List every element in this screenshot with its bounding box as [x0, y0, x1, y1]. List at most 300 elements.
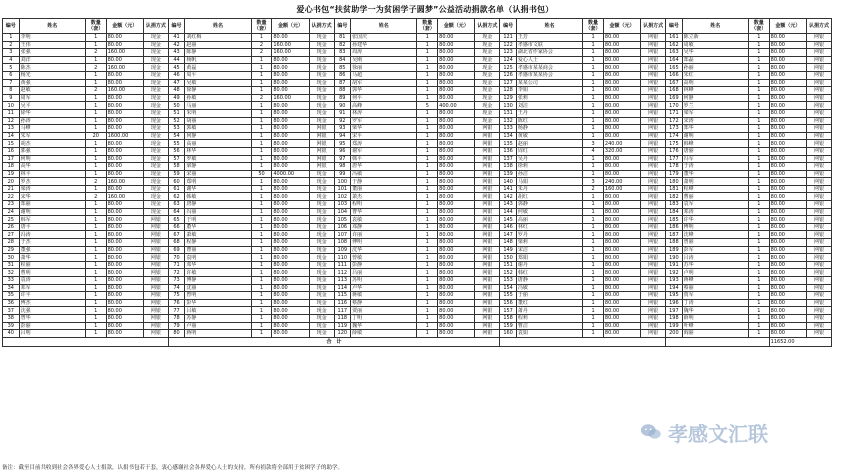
- donor-name: 蒋明: [185, 330, 251, 338]
- quantity: 1: [748, 239, 769, 247]
- table-row: [3, 117, 832, 125]
- payment-method: 网银: [475, 307, 500, 315]
- entry-number: 51: [168, 109, 185, 117]
- quantity: 1: [748, 79, 769, 87]
- quantity: 1: [583, 201, 604, 209]
- entry-number: 12: [3, 117, 20, 125]
- column-header: 数量（套）: [85, 19, 106, 34]
- donor-name: 邓涛: [682, 208, 748, 216]
- payment-method: 网银: [309, 147, 334, 155]
- entry-number: 71: [168, 261, 185, 269]
- quantity: 1: [417, 34, 438, 42]
- payment-method: 网银: [641, 330, 666, 338]
- table-body: [3, 34, 832, 338]
- amount: 80.00: [769, 64, 806, 72]
- quantity: 1: [748, 163, 769, 171]
- quantity: 1: [417, 322, 438, 330]
- amount: 80.00: [603, 231, 640, 239]
- entry-number: 173: [666, 125, 683, 133]
- quantity: 1: [417, 79, 438, 87]
- amount: 80.00: [272, 246, 309, 254]
- payment-method: 网银: [641, 132, 666, 140]
- quantity: 1: [417, 49, 438, 57]
- table-row: [3, 299, 832, 307]
- entry-number: 146: [500, 223, 517, 231]
- donor-name: 梁涛: [19, 185, 85, 193]
- entry-number: 125: [500, 64, 517, 72]
- entry-number: 133: [500, 125, 517, 133]
- total-row: [3, 337, 832, 346]
- table-row: [3, 322, 832, 330]
- payment-method: 网银: [806, 299, 831, 307]
- entry-number: 200: [666, 330, 683, 338]
- donor-name: 张国庆: [351, 34, 417, 42]
- amount: 80.00: [769, 56, 806, 64]
- entry-number: 191: [666, 261, 683, 269]
- entry-number: 145: [500, 216, 517, 224]
- quantity: 1: [583, 49, 604, 57]
- donor-name: 曾华: [19, 314, 85, 322]
- quantity: 50: [251, 170, 272, 178]
- entry-number: 25: [3, 216, 20, 224]
- quantity: 1: [251, 155, 272, 163]
- entry-number: 183: [666, 201, 683, 209]
- quantity: 1: [583, 277, 604, 285]
- entry-number: 8: [3, 87, 20, 95]
- donor-name: 冯敏: [351, 170, 417, 178]
- entry-number: 47: [168, 79, 185, 87]
- amount: 80.00: [603, 284, 640, 292]
- payment-method: 现金: [309, 102, 334, 110]
- payment-method: 现金: [309, 178, 334, 186]
- quantity: 1: [748, 147, 769, 155]
- amount: 80.00: [106, 299, 143, 307]
- donor-name: 于静: [351, 178, 417, 186]
- donor-name: 赵丽: [185, 41, 251, 49]
- entry-number: 62: [168, 193, 185, 201]
- quantity: 1: [251, 284, 272, 292]
- column-header: 数量（套）: [251, 19, 272, 34]
- donor-name: 梁军: [682, 109, 748, 117]
- amount: 80.00: [603, 163, 640, 171]
- quantity: 1: [748, 117, 769, 125]
- quantity: 1: [748, 71, 769, 79]
- payment-method: 现金: [475, 79, 500, 87]
- quantity: 1: [583, 56, 604, 64]
- entry-number: 180: [666, 178, 683, 186]
- entry-number: 152: [500, 269, 517, 277]
- quantity: 1: [85, 254, 106, 262]
- watermark-text: 孝感文汇联: [668, 421, 768, 446]
- payment-method: 网银: [641, 49, 666, 57]
- amount: 80.00: [106, 239, 143, 247]
- donor-name: 于杰: [19, 239, 85, 247]
- payment-method: 网银: [806, 261, 831, 269]
- amount: 80.00: [106, 79, 143, 87]
- donor-name: 梁静: [185, 163, 251, 171]
- column-header: 金额（元）: [438, 19, 475, 34]
- amount: 80.00: [769, 155, 806, 163]
- amount: 80.00: [603, 71, 640, 79]
- payment-method: 网银: [641, 94, 666, 102]
- donor-name: 梁莉: [516, 239, 582, 247]
- quantity: 1: [251, 125, 272, 133]
- table-row: [3, 178, 832, 186]
- payment-method: 网银: [806, 201, 831, 209]
- donor-name: 曹丽: [185, 246, 251, 254]
- quantity: 1: [748, 94, 769, 102]
- amount: 80.00: [272, 314, 309, 322]
- donor-name: 王丹: [516, 109, 582, 117]
- payment-method: 现金: [143, 155, 168, 163]
- quantity: 3: [583, 178, 604, 186]
- quantity: 1: [85, 223, 106, 231]
- payment-method: 现金: [475, 41, 500, 49]
- payment-method: 现金: [309, 193, 334, 201]
- amount: 80.00: [106, 330, 143, 338]
- quantity: 1: [417, 125, 438, 133]
- amount: 80.00: [438, 246, 475, 254]
- donor-name: 周平: [185, 71, 251, 79]
- entry-number: 175: [666, 140, 683, 148]
- payment-method: 现金: [309, 223, 334, 231]
- payment-method: 现金: [475, 49, 500, 57]
- quantity: 2: [251, 49, 272, 57]
- payment-method: 现金: [143, 170, 168, 178]
- quantity: 1: [748, 201, 769, 209]
- entry-number: 150: [500, 254, 517, 262]
- quantity: 2: [251, 41, 272, 49]
- quantity: 1: [748, 261, 769, 269]
- entry-number: 115: [334, 292, 351, 300]
- entry-number: 176: [666, 147, 683, 155]
- amount: 80.00: [438, 330, 475, 338]
- donor-name: 谢军: [351, 147, 417, 155]
- quantity: 1: [417, 246, 438, 254]
- amount: 80.00: [603, 261, 640, 269]
- quantity: 1: [85, 79, 106, 87]
- entry-number: 119: [334, 322, 351, 330]
- payment-method: 现金: [475, 109, 500, 117]
- amount: 80.00: [438, 223, 475, 231]
- amount: 80.00: [106, 125, 143, 133]
- amount: 80.00: [603, 41, 640, 49]
- donor-name: 程峰: [682, 185, 748, 193]
- quantity: 1: [251, 185, 272, 193]
- donor-name: 曾丽: [682, 239, 748, 247]
- payment-method: 现金: [309, 261, 334, 269]
- amount: 80.00: [106, 223, 143, 231]
- table-row: [3, 49, 832, 57]
- payment-method: 网银: [143, 239, 168, 247]
- quantity: 1: [417, 307, 438, 315]
- payment-method: 网银: [641, 117, 666, 125]
- payment-method: 网银: [475, 155, 500, 163]
- amount: 80.00: [438, 125, 475, 133]
- entry-number: 39: [3, 322, 20, 330]
- donor-name: 罗丹: [516, 231, 582, 239]
- payment-method: 网银: [641, 109, 666, 117]
- entry-number: 64: [168, 208, 185, 216]
- payment-method: 现金: [143, 41, 168, 49]
- amount: 80.00: [769, 49, 806, 57]
- donor-name: 蒋敏: [351, 292, 417, 300]
- amount: 80.00: [603, 269, 640, 277]
- quantity: 1: [748, 170, 769, 178]
- quantity: 1: [417, 117, 438, 125]
- entry-number: 155: [500, 292, 517, 300]
- payment-method: 网银: [475, 269, 500, 277]
- donor-name: 袁敏: [351, 216, 417, 224]
- donor-name: 沈丽: [185, 284, 251, 292]
- entry-number: 70: [168, 254, 185, 262]
- quantity: 2: [85, 49, 106, 57]
- amount: 80.00: [106, 147, 143, 155]
- entry-number: 192: [666, 269, 683, 277]
- amount: 80.00: [272, 71, 309, 79]
- quantity: 1: [85, 163, 106, 171]
- donor-name: 何静: [185, 132, 251, 140]
- payment-method: 网银: [475, 284, 500, 292]
- table-row: [3, 277, 832, 285]
- amount: 80.00: [769, 330, 806, 338]
- amount: 80.00: [769, 277, 806, 285]
- entry-number: 137: [500, 155, 517, 163]
- donor-name: 萧华: [19, 254, 85, 262]
- entry-number: 87: [334, 79, 351, 87]
- donor-name: 吕丽: [351, 269, 417, 277]
- amount: 80.00: [272, 185, 309, 193]
- donor-name: 谢华: [185, 185, 251, 193]
- payment-method: 网银: [143, 322, 168, 330]
- column-header: 认捐方式: [143, 19, 168, 34]
- column-header: 编号: [3, 19, 20, 34]
- amount: 80.00: [438, 132, 475, 140]
- quantity: 1: [251, 193, 272, 201]
- amount: 80.00: [769, 41, 806, 49]
- donor-name: 贾军: [682, 292, 748, 300]
- entry-number: 50: [168, 102, 185, 110]
- payment-method: 现金: [309, 79, 334, 87]
- payment-method: 网银: [475, 147, 500, 155]
- payment-method: 网银: [143, 284, 168, 292]
- payment-method: 现金: [309, 41, 334, 49]
- donor-name: 郭敏: [185, 125, 251, 133]
- donor-name: 徐华: [19, 109, 85, 117]
- donor-name: 高明: [682, 79, 748, 87]
- payment-method: 网银: [475, 201, 500, 209]
- amount: 80.00: [272, 140, 309, 148]
- quantity: 20: [85, 132, 106, 140]
- payment-method: 网银: [143, 216, 168, 224]
- entry-number: 181: [666, 185, 683, 193]
- entry-number: 18: [3, 163, 20, 171]
- donor-name: 宋平: [351, 132, 417, 140]
- payment-method: 网银: [641, 231, 666, 239]
- donor-name: 马丽: [185, 102, 251, 110]
- donor-name: 孙建华: [351, 41, 417, 49]
- payment-method: 网银: [641, 292, 666, 300]
- quantity: 1: [748, 223, 769, 231]
- payment-method: 现金: [143, 178, 168, 186]
- quantity: 1: [583, 102, 604, 110]
- payment-method: 网银: [806, 330, 831, 338]
- payment-method: 网银: [806, 71, 831, 79]
- entry-number: 140: [500, 178, 517, 186]
- donor-name: 王芳: [516, 34, 582, 42]
- entry-number: 117: [334, 307, 351, 315]
- donor-name: 邓华: [185, 261, 251, 269]
- entry-number: 135: [500, 140, 517, 148]
- table-row: [3, 155, 832, 163]
- entry-number: 174: [666, 132, 683, 140]
- payment-method: 网银: [143, 307, 168, 315]
- quantity: 1: [85, 231, 106, 239]
- donor-name: 唐丽: [682, 147, 748, 155]
- amount: 400.00: [438, 102, 475, 110]
- amount: 80.00: [438, 147, 475, 155]
- quantity: 1: [583, 216, 604, 224]
- donor-name: 彭军: [682, 246, 748, 254]
- donor-name: 林红: [516, 223, 582, 231]
- payment-method: 网银: [806, 254, 831, 262]
- entry-number: 30: [3, 254, 20, 262]
- amount: 80.00: [769, 71, 806, 79]
- quantity: 1: [417, 147, 438, 155]
- payment-method: 网银: [475, 322, 500, 330]
- amount: 160.00: [106, 49, 143, 57]
- entry-number: 194: [666, 284, 683, 292]
- entry-number: 118: [334, 314, 351, 322]
- table-row: [3, 254, 832, 262]
- quantity: 1: [417, 94, 438, 102]
- amount: 80.00: [603, 109, 640, 117]
- quantity: 1: [85, 330, 106, 338]
- payment-method: 网银: [309, 132, 334, 140]
- quantity: 1: [251, 322, 272, 330]
- donor-name: 林涛: [351, 109, 417, 117]
- amount: 80.00: [106, 284, 143, 292]
- payment-method: 网银: [143, 261, 168, 269]
- amount: 80.00: [769, 132, 806, 140]
- payment-method: 现金: [143, 49, 168, 57]
- entry-number: 7: [3, 79, 20, 87]
- payment-method: 网银: [641, 34, 666, 42]
- amount: 80.00: [603, 292, 640, 300]
- entry-number: 54: [168, 132, 185, 140]
- payment-method: 网银: [641, 208, 666, 216]
- quantity: 1: [85, 71, 106, 79]
- quantity: 1: [417, 314, 438, 322]
- payment-method: 现金: [143, 64, 168, 72]
- donor-name: 高丽: [185, 140, 251, 148]
- amount: 80.00: [603, 64, 640, 72]
- amount: 80.00: [438, 178, 475, 186]
- quantity: 1: [748, 246, 769, 254]
- entry-number: 166: [666, 71, 683, 79]
- donor-name: 高丽: [516, 216, 582, 224]
- amount: 240.00: [603, 140, 640, 148]
- donor-name: 黄敏: [516, 132, 582, 140]
- entry-number: 23: [3, 201, 20, 209]
- payment-method: 网银: [806, 109, 831, 117]
- quantity: 1: [251, 277, 272, 285]
- donor-name: 薛敏: [351, 330, 417, 338]
- column-header: 认捐方式: [641, 19, 666, 34]
- payment-method: 网银: [475, 330, 500, 338]
- quantity: 1: [85, 102, 106, 110]
- quantity: 1: [251, 140, 272, 148]
- quantity: 1: [417, 71, 438, 79]
- entry-number: 56: [168, 147, 185, 155]
- donor-name: 韩峰: [682, 140, 748, 148]
- donor-name: 朱军: [19, 132, 85, 140]
- quantity: 1: [583, 231, 604, 239]
- payment-method: 现金: [309, 201, 334, 209]
- amount: 80.00: [272, 330, 309, 338]
- payment-method: 现金: [143, 56, 168, 64]
- entry-number: 52: [168, 117, 185, 125]
- payment-method: 网银: [641, 277, 666, 285]
- payment-method: 网银: [641, 239, 666, 247]
- donor-name: 周涛: [351, 49, 417, 57]
- payment-method: 网银: [806, 269, 831, 277]
- quantity: 1: [251, 246, 272, 254]
- entry-number: 106: [334, 223, 351, 231]
- payment-method: 网银: [641, 79, 666, 87]
- table-row: [3, 132, 832, 140]
- quantity: 1: [748, 193, 769, 201]
- donor-name: 周军: [19, 94, 85, 102]
- payment-method: 网银: [806, 193, 831, 201]
- entry-number: 91: [334, 109, 351, 117]
- payment-method: 网银: [806, 223, 831, 231]
- payment-method: 网银: [641, 314, 666, 322]
- quantity: 1: [583, 132, 604, 140]
- quantity: 1: [85, 140, 106, 148]
- amount: 80.00: [438, 49, 475, 57]
- donor-name: 邓军: [19, 284, 85, 292]
- amount: 80.00: [769, 193, 806, 201]
- amount: 80.00: [106, 102, 143, 110]
- header-row: [3, 19, 832, 34]
- donor-name: 吕涛: [682, 254, 748, 262]
- entry-number: 154: [500, 284, 517, 292]
- quantity: 1: [85, 239, 106, 247]
- amount: 80.00: [272, 254, 309, 262]
- payment-method: 现金: [309, 246, 334, 254]
- quantity: 1: [417, 239, 438, 247]
- entry-number: 45: [168, 64, 185, 72]
- quantity: 1: [251, 71, 272, 79]
- table-row: [3, 246, 832, 254]
- payment-method: 网银: [806, 132, 831, 140]
- donor-name: 谢明: [19, 208, 85, 216]
- amount: 80.00: [272, 56, 309, 64]
- donor-name: 朱红: [682, 71, 748, 79]
- amount: 80.00: [438, 94, 475, 102]
- quantity: 1: [748, 277, 769, 285]
- payment-method: 网银: [641, 216, 666, 224]
- quantity: 1: [417, 254, 438, 262]
- donor-name: 程静: [185, 239, 251, 247]
- table-row: [3, 239, 832, 247]
- payment-method: 网银: [806, 314, 831, 322]
- amount: 80.00: [438, 299, 475, 307]
- donor-name: 袁涛: [19, 277, 85, 285]
- amount: 80.00: [603, 117, 640, 125]
- quantity: 1: [748, 299, 769, 307]
